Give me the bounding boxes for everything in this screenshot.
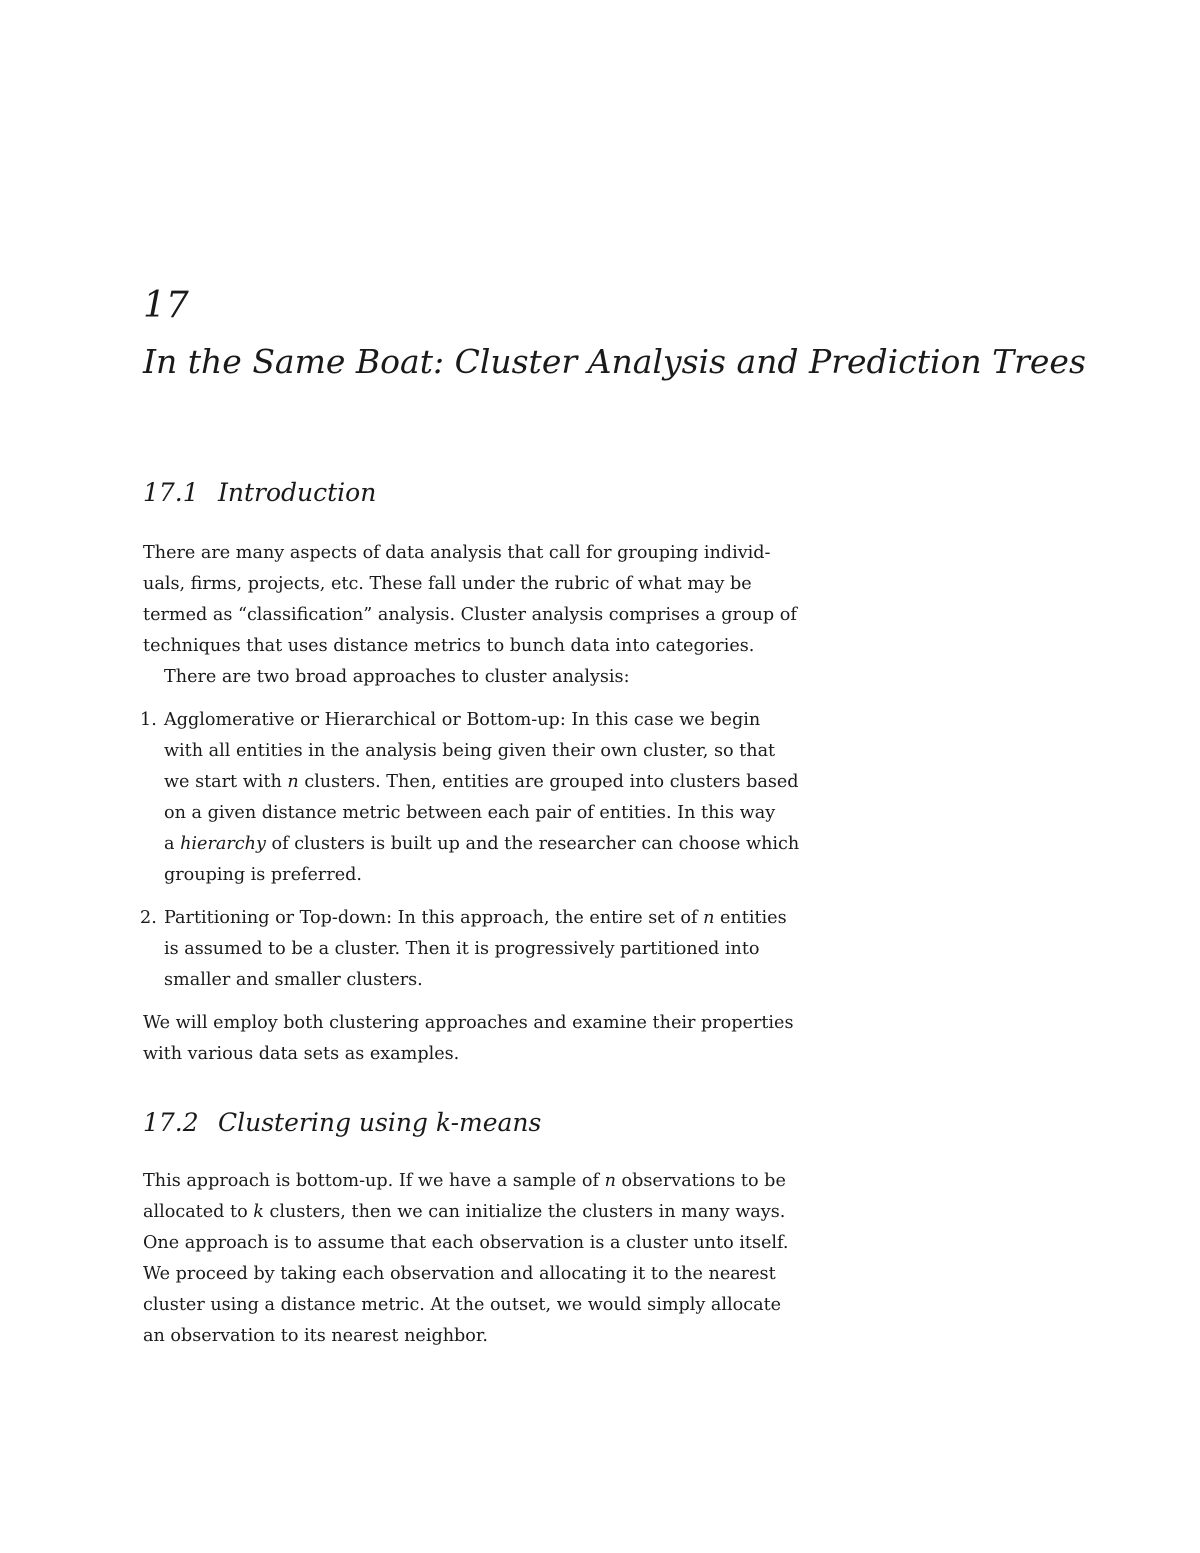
approaches-list — [140, 705, 848, 996]
text-line — [143, 1166, 848, 1197]
text-span: we start with — [164, 772, 282, 792]
text-span: observations to be — [621, 1171, 786, 1191]
section-title: Clustering using k-means — [218, 1108, 542, 1137]
section-number: 17.1 — [143, 478, 199, 507]
text-line: termed as “classification” analysis. Cluster analysis comprises a group of — [143, 605, 797, 625]
paragraph — [143, 538, 848, 662]
text-line: We proceed by taking each observation and allocating it to the nearest — [143, 1264, 776, 1284]
math-variable: n — [604, 1171, 616, 1191]
section-heading-kmeans — [143, 1108, 541, 1137]
text-span: Partitioning or Top-down: In this approach, the entire set of — [164, 908, 698, 928]
text-line: with all entities in the analysis being given their own cluster, so that — [164, 741, 776, 761]
text-span: clusters, then we can initialize the clusters in many ways. — [269, 1202, 786, 1222]
emphasis: hierarchy — [180, 834, 266, 854]
text-line: on a given distance metric between each pair of entities. In this way — [164, 803, 776, 823]
paragraph: There are two broad approaches to cluster analysis: — [164, 667, 630, 687]
text-span: allocated to — [143, 1202, 248, 1222]
text-line: There are many aspects of data analysis that call for grouping individ- — [143, 543, 771, 563]
chapter-title: In the Same Boat: Cluster Analysis and Prediction Trees — [143, 342, 1086, 381]
list-item — [140, 705, 848, 891]
list-item — [140, 903, 848, 996]
math-variable: n — [703, 908, 715, 928]
text-line: with various data sets as examples. — [143, 1044, 460, 1064]
text-line: cluster using a distance metric. At the outset, we would simply allocate — [143, 1295, 782, 1315]
section-title: Introduction — [218, 478, 377, 507]
kmeans-body — [143, 1166, 848, 1352]
introduction-body — [140, 538, 848, 1070]
text-line: uals, firms, projects, etc. These fall under the rubric of what may be — [143, 574, 752, 594]
text-span: of clusters is built up and the researcher can choose which — [271, 834, 800, 854]
text-line: techniques that uses distance metrics to bunch data into categories. — [143, 636, 755, 656]
text-span: entities — [720, 908, 787, 928]
text-span: a — [164, 834, 175, 854]
text-span: This approach is bottom-up. If we have a sample of — [143, 1171, 600, 1191]
chapter-number: 17 — [143, 285, 189, 326]
text-line: One approach is to assume that each observation is a cluster unto itself. — [143, 1233, 789, 1253]
list-marker: 2. — [140, 908, 157, 928]
text-line — [143, 1197, 848, 1228]
text-line: is assumed to be a cluster. Then it is progressively partitioned into — [164, 939, 760, 959]
text-line: an observation to its nearest neighbor. — [143, 1326, 488, 1346]
paragraph — [143, 1008, 848, 1070]
text-line: smaller and smaller clusters. — [164, 970, 423, 990]
text-line: grouping is preferred. — [164, 865, 363, 885]
section-number: 17.2 — [143, 1108, 199, 1137]
text-line — [164, 829, 848, 860]
section-heading-introduction — [143, 478, 376, 507]
text-line: We will employ both clustering approaches and examine their properties — [143, 1013, 794, 1033]
math-variable: n — [287, 772, 299, 792]
list-marker: 1. — [140, 710, 157, 730]
math-variable: k — [253, 1202, 264, 1222]
paragraph — [143, 1166, 848, 1352]
text-line — [164, 767, 848, 798]
text-span: clusters. Then, entities are grouped into clusters based — [304, 772, 799, 792]
text-line — [164, 903, 848, 934]
text-line: Agglomerative or Hierarchical or Bottom-up: In this case we begin — [164, 710, 761, 730]
